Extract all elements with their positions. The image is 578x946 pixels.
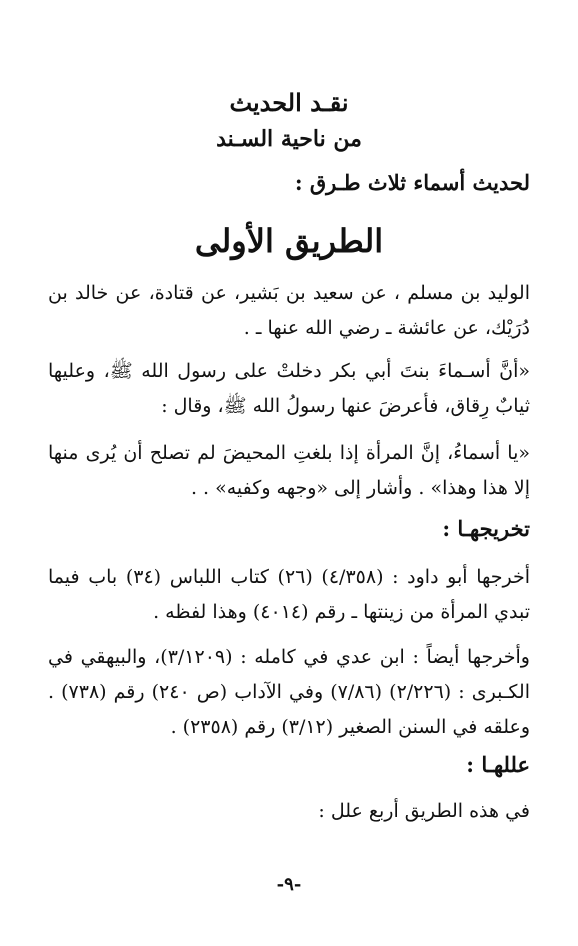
chain-paragraph: الوليد بن مسلم ، عن سعيد بن بَشير، عن قتادة، عن خالد بن دُرَيْك، عن عائشة ـ رضي الله عنها ـ .	[48, 282, 530, 339]
section-subtitle: من ناحية السـند	[216, 126, 362, 152]
section-title: نقـد الحديث	[229, 88, 349, 117]
hadith-paragraph-1: «أنَّ أسـماءَ بنتَ أبي بكر دخلتْ على رسول الله ﷺ، وعليها ثيابٌ رِقاق، فأعرضَ عنها رسولُ الله ﷺ، وقال :	[48, 360, 530, 417]
takhrij-paragraph-1: أخرجها أبو داود : (٤/٣٥٨) (٢٦) كتاب اللباس (٣٤) باب فيما تبدي المرأة من زينتها ـ رقم (٤٠١٤) وهذا لفظه .	[48, 566, 531, 623]
ilal-intro: في هذه الطريق أربع علل :	[318, 800, 530, 822]
first-path-heading: الطريق الأولى	[194, 222, 384, 260]
takhrij-paragraph-2: وأخرجها أيضاً : ابن عدي في كامله : (٣/١٢٠٩)، والبيهقي في الكـبرى : (٢/٢٢٦) (٧/٨٦) وفي الآداب (ص ٢٤٠) رقم (٧٣٨) . وعلقه في السنن الصغير (٣/١٢) رقم (٢٣٥٨) .	[48, 646, 530, 738]
hadith-paragraph-2: «يا أسماءُ، إنَّ المرأة إذا بلغتِ المحيضَ لم تصلح أن يُرى منها إلا هذا وهذا» . وأشار إلى «وجهه وكفيه» . .	[48, 442, 530, 499]
page-number: -٩-	[276, 874, 302, 895]
intro-text: لحديث أسماء ثلاث طـرق :	[294, 170, 530, 195]
takhrij-heading: تخريجهـا :	[442, 516, 530, 541]
ilal-heading: عللهـا :	[466, 752, 530, 777]
